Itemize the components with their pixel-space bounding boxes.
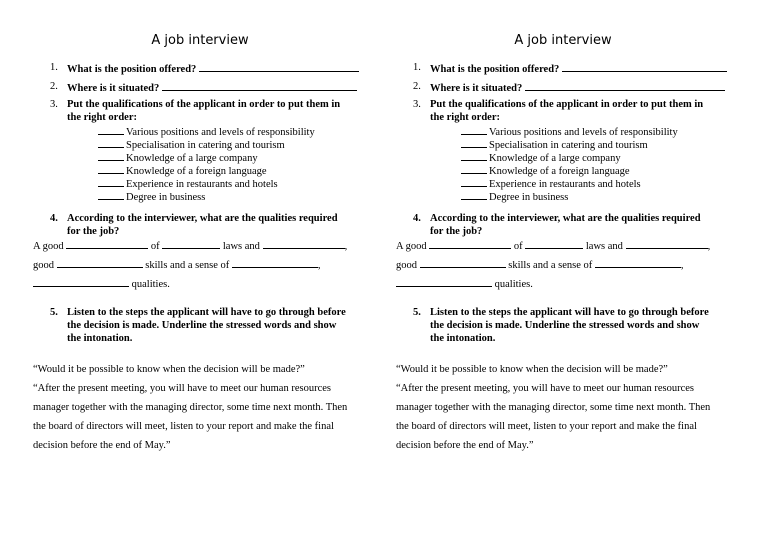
rank-blank: [461, 190, 487, 200]
fill-line-3: qualities.: [33, 277, 170, 290]
qualification-item: Degree in business: [461, 190, 568, 203]
question-5-line-3: the intonation.: [67, 333, 133, 344]
question-2: [67, 81, 357, 94]
rank-blank: [461, 151, 487, 161]
rank-blank: [98, 138, 124, 148]
dialogue-line: “Would it be possible to know when the decision will be made?”: [33, 364, 305, 375]
question-2-text: Where is it situated?: [67, 83, 160, 94]
question-2: [430, 81, 725, 94]
answer-line: [525, 239, 583, 249]
answer-line: [33, 277, 129, 287]
q4-number: 4.: [50, 213, 58, 224]
answer-line: [263, 239, 345, 249]
question-4-line-1: According to the interviewer, what are the qualities required: [430, 213, 701, 224]
qualification-item: Knowledge of a large company: [98, 151, 258, 164]
worksheet-title: A job interview: [151, 33, 249, 48]
question-3-line-2: the right order:: [430, 112, 500, 123]
qualification-item: Various positions and levels of responsibility: [98, 125, 315, 138]
question-3-line-2: the right order:: [67, 112, 137, 123]
worksheet-copy-right: [393, 0, 733, 543]
question-2-text: Where is it situated?: [430, 83, 523, 94]
rank-blank: [98, 151, 124, 161]
qualification-item: Experience in restaurants and hotels: [98, 177, 278, 190]
dialogue-line: decision before the end of May.”: [396, 440, 534, 451]
dialogue-line: “Would it be possible to know when the decision will be made?”: [396, 364, 668, 375]
question-1: [430, 62, 727, 75]
fill-line-1: A good of laws and ,: [396, 241, 711, 252]
rank-blank: [98, 164, 124, 174]
dialogue-line: manager together with the managing director, some time next month. Then: [396, 402, 711, 413]
question-1-text: What is the position offered?: [430, 64, 560, 75]
answer-line: [595, 258, 681, 268]
qualification-item: Degree in business: [98, 190, 205, 203]
q4-number: 4.: [413, 213, 421, 224]
q5-number: 5.: [413, 307, 421, 318]
q3-number: 3.: [50, 99, 58, 110]
question-5-line-2: the decision is made. Underline the stressed words and show: [430, 320, 700, 331]
question-1: [67, 62, 359, 75]
fill-line-3: qualities.: [396, 277, 533, 290]
qualification-item: Various positions and levels of responsibility: [461, 125, 678, 138]
qualification-item: Knowledge of a large company: [461, 151, 621, 164]
fill-line-2: good skills and a sense of ,: [396, 260, 684, 271]
rank-blank: [98, 190, 124, 200]
dialogue-line: manager together with the managing director, some time next month. Then: [33, 402, 348, 413]
rank-blank: [461, 125, 487, 135]
question-5-line-1: Listen to the steps the applicant will have to go through before: [67, 307, 346, 318]
fill-line-2: good skills and a sense of ,: [33, 260, 321, 271]
question-4-line-2: for the job?: [67, 226, 120, 237]
qualification-item: Experience in restaurants and hotels: [461, 177, 641, 190]
q1-number: 1.: [413, 62, 421, 73]
dialogue-line: decision before the end of May.”: [33, 440, 171, 451]
question-5-line-2: the decision is made. Underline the stressed words and show: [67, 320, 337, 331]
rank-blank: [461, 177, 487, 187]
dialogue-line: the board of directors will meet, listen to your report and make the final: [396, 421, 697, 432]
worksheet-title: A job interview: [514, 33, 612, 48]
q2-number: 2.: [413, 81, 421, 92]
qualification-item: Knowledge of a foreign language: [98, 164, 267, 177]
dialogue-line: the board of directors will meet, listen to your report and make the final: [33, 421, 334, 432]
qualification-item: Knowledge of a foreign language: [461, 164, 630, 177]
question-5-line-3: the intonation.: [430, 333, 496, 344]
answer-line: [57, 258, 143, 268]
fill-line-1: A good of laws and ,: [33, 241, 348, 252]
answer-line: [562, 62, 727, 72]
answer-line: [162, 239, 220, 249]
question-3-line-1: Put the qualifications of the applicant in order to put them in: [430, 99, 704, 110]
q1-number: 1.: [50, 62, 58, 73]
answer-line: [232, 258, 318, 268]
answer-line: [626, 239, 708, 249]
worksheet-copy-left: [30, 0, 370, 543]
answer-line: [162, 81, 357, 91]
question-5-line-1: Listen to the steps the applicant will have to go through before: [430, 307, 709, 318]
answer-line: [396, 277, 492, 287]
q2-number: 2.: [50, 81, 58, 92]
question-4-line-2: for the job?: [430, 226, 483, 237]
answer-line: [429, 239, 511, 249]
dialogue-line: “After the present meeting, you will have to meet our human resources: [396, 383, 694, 394]
qualification-item: Specialisation in catering and tourism: [461, 138, 648, 151]
question-1-text: What is the position offered?: [67, 64, 197, 75]
dialogue-line: “After the present meeting, you will have to meet our human resources: [33, 383, 331, 394]
q5-number: 5.: [50, 307, 58, 318]
question-3-line-1: Put the qualifications of the applicant in order to put them in: [67, 99, 341, 110]
rank-blank: [461, 164, 487, 174]
q3-number: 3.: [413, 99, 421, 110]
answer-line: [199, 62, 359, 72]
rank-blank: [98, 177, 124, 187]
answer-line: [525, 81, 725, 91]
question-4-line-1: According to the interviewer, what are the qualities required: [67, 213, 338, 224]
rank-blank: [98, 125, 124, 135]
answer-line: [420, 258, 506, 268]
qualification-item: Specialisation in catering and tourism: [98, 138, 285, 151]
answer-line: [66, 239, 148, 249]
rank-blank: [461, 138, 487, 148]
